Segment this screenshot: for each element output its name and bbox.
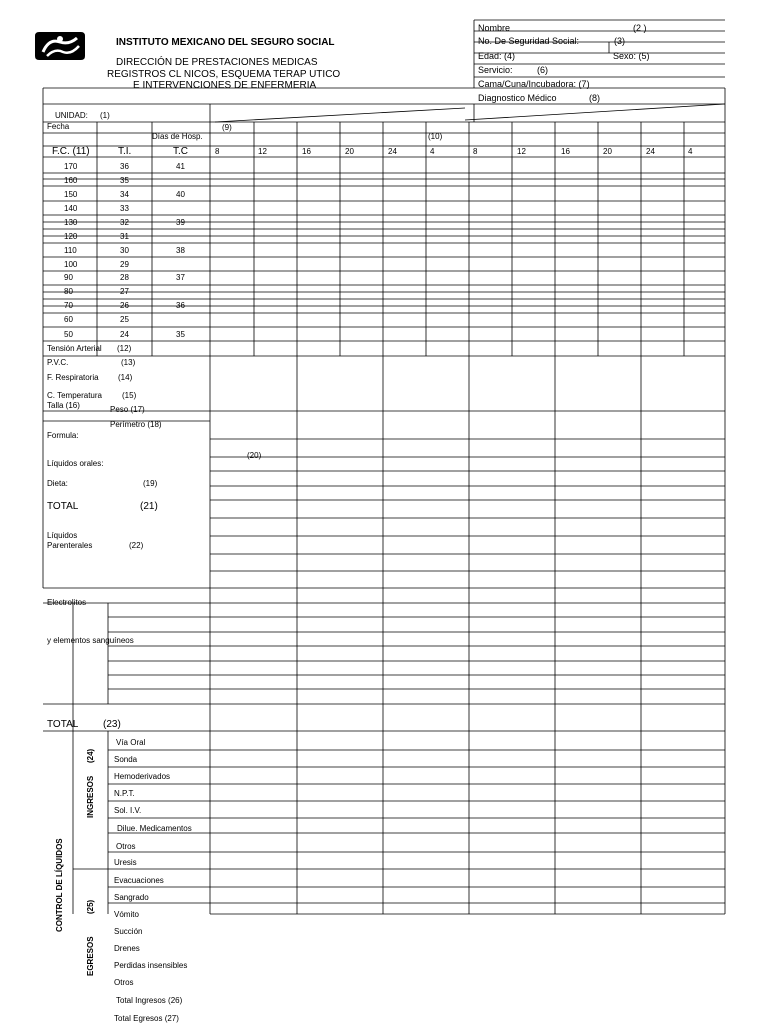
outcome-item: Succión	[114, 927, 143, 936]
temp-label: C. Temperatura	[47, 391, 102, 400]
ti-scale-value: 36	[120, 162, 129, 171]
number-20: (20)	[247, 451, 262, 460]
fc-scale-value: 70	[64, 301, 73, 310]
ti-scale-value: 30	[120, 246, 129, 255]
hour-label: 24	[388, 147, 397, 156]
records-title: REGISTROS CL NICOS, ESQUEMA TERAP UTICO	[107, 69, 341, 80]
electrolytes-label: Electrolitos	[47, 598, 87, 607]
hour-label: 8	[215, 147, 220, 156]
ti-scale-value: 25	[120, 315, 129, 324]
blood-elements-label: y elementos sanguíneos	[47, 636, 134, 645]
income-vertical-number: (24)	[86, 748, 95, 763]
nss-label: No. De Seguridad Social:	[478, 36, 580, 46]
outcome-item: Perdidas insensibles	[114, 961, 188, 970]
outcome-item: Vómito	[114, 910, 139, 919]
hour-label: 20	[603, 147, 612, 156]
bed-label: Cama/Cuna/Incubadora: (7)	[478, 79, 590, 89]
hour-label: 12	[258, 147, 267, 156]
weight-label: Peso (17)	[110, 405, 145, 414]
unit-label: UNIDAD:	[55, 111, 88, 120]
pvc-label: P.V.C.	[47, 358, 69, 367]
service-number: (6)	[537, 65, 548, 75]
ti-scale-value: 34	[120, 190, 129, 199]
hour-label: 16	[561, 147, 570, 156]
fc-scale-value: 130	[64, 218, 78, 227]
tc-scale-value: 37	[176, 273, 185, 282]
ti-scale-value: 28	[120, 273, 129, 282]
tension-number: (12)	[117, 344, 132, 353]
parenteral-label-1: Líquidos	[47, 531, 78, 540]
diagnosis-number: (8)	[589, 93, 600, 103]
age-label: Edad: (4)	[478, 51, 516, 61]
income-item: Vía Oral	[116, 738, 146, 747]
income-item: N.P.T.	[114, 789, 135, 798]
direction-title: DIRECCIÓN DE PRESTACIONES MEDICAS	[116, 57, 318, 68]
total-income-label: Total Ingresos (26)	[116, 996, 183, 1005]
parenteral-label-2: Parenterales	[47, 541, 93, 550]
height-label: Talla (16)	[47, 401, 80, 410]
heart-rate-header: F.C. (11)	[52, 146, 90, 157]
outcome-item: Drenes	[114, 944, 140, 953]
income-item: Sonda	[114, 755, 138, 764]
total-number: (21)	[140, 501, 158, 512]
number-9: (9)	[222, 123, 232, 132]
income-item: Hemoderivados	[114, 772, 171, 781]
fc-scale-value: 90	[64, 273, 73, 282]
total2-number: (23)	[103, 719, 121, 730]
tc-scale-value: 35	[176, 330, 185, 339]
hour-label: 12	[517, 147, 526, 156]
ti-scale-value: 26	[120, 301, 129, 310]
hour-label: 4	[430, 147, 435, 156]
hospital-days-label: Días de Hosp.	[152, 132, 203, 141]
outcome-item: Uresis	[114, 858, 137, 867]
patient-name-number: (2 )	[633, 23, 647, 33]
fc-scale-value: 150	[64, 190, 78, 199]
ti-header: T.I.	[118, 146, 132, 157]
temp-number: (15)	[122, 391, 137, 400]
resp-number: (14)	[118, 373, 133, 382]
outcome-item: Evacuaciones	[114, 876, 164, 885]
tc-scale-value: 36	[176, 301, 185, 310]
ti-scale-value: 33	[120, 204, 129, 213]
income-vertical-label: INGRESOS	[86, 775, 95, 818]
hour-label: 16	[302, 147, 311, 156]
nss-number: (3)	[614, 36, 625, 46]
tc-scale-value: 41	[176, 162, 185, 171]
pvc-number: (13)	[121, 358, 136, 367]
number-10: (10)	[428, 132, 443, 141]
hour-label: 20	[345, 147, 354, 156]
resp-label: F. Respiratoria	[47, 373, 99, 382]
outcome-vertical-label: EGRESOS	[86, 936, 95, 976]
total-label: TOTAL	[47, 501, 79, 512]
fc-scale-value: 50	[64, 330, 73, 339]
ti-scale-value: 29	[120, 260, 129, 269]
ti-scale-value: 32	[120, 218, 129, 227]
outcome-item: Sangrado	[114, 893, 149, 902]
ti-scale-value: 31	[120, 232, 129, 241]
interventions-title: E INTERVENCIONES DE ENFERMERÍA	[133, 81, 317, 89]
ti-scale-value: 24	[120, 330, 129, 339]
fc-scale-value: 140	[64, 204, 78, 213]
fc-scale-value: 80	[64, 287, 73, 296]
tension-label: Tensión Arterial	[47, 344, 102, 353]
ti-scale-value: 27	[120, 287, 129, 296]
sex-label: Sexo: (5)	[613, 51, 650, 61]
total-outcome-label: Total Egresos (27)	[114, 1014, 179, 1023]
diagnosis-label: Diagnostico Médico	[478, 93, 557, 103]
income-item: Dilue. Medicamentos	[117, 824, 192, 833]
hour-label: 4	[688, 147, 693, 156]
diet-number: (19)	[143, 479, 158, 488]
diet-label: Dieta:	[47, 479, 68, 488]
institution-title: INSTITUTO MEXICANO DEL SEGURO SOCIAL	[116, 37, 335, 48]
tc-header: T.C	[173, 146, 188, 157]
date-label: Fecha	[47, 122, 70, 131]
tc-scale-value: 38	[176, 246, 185, 255]
income-item: Sol. I.V.	[114, 806, 142, 815]
tc-scale-value: 39	[176, 218, 185, 227]
oral-liquids-label: Líquidos orales:	[47, 459, 104, 468]
hour-label: 8	[473, 147, 478, 156]
income-item: Otros	[116, 842, 136, 851]
fc-scale-value: 120	[64, 232, 78, 241]
unit-number: (1)	[100, 111, 110, 120]
fc-scale-value: 60	[64, 315, 73, 324]
patient-name-label: Nombre	[478, 23, 511, 33]
fc-scale-value: 160	[64, 176, 78, 185]
tc-scale-value: 40	[176, 190, 185, 199]
outcome-vertical-number: (25)	[86, 899, 95, 914]
hour-label: 24	[646, 147, 655, 156]
fc-scale-value: 170	[64, 162, 78, 171]
service-label: Servicio:	[478, 65, 513, 75]
parenteral-number: (22)	[129, 541, 144, 550]
perimeter-label: Perímetro (18)	[110, 420, 162, 429]
fc-scale-value: 110	[64, 246, 77, 255]
fluid-control-vertical-label: CONTROL DE LÍQUIDOS	[55, 838, 64, 932]
total2-label: TOTAL	[47, 719, 79, 730]
outcome-item: Otros	[114, 978, 134, 987]
ti-scale-value: 35	[120, 176, 129, 185]
fc-scale-value: 100	[64, 260, 78, 269]
formula-label: Formula:	[47, 431, 79, 440]
